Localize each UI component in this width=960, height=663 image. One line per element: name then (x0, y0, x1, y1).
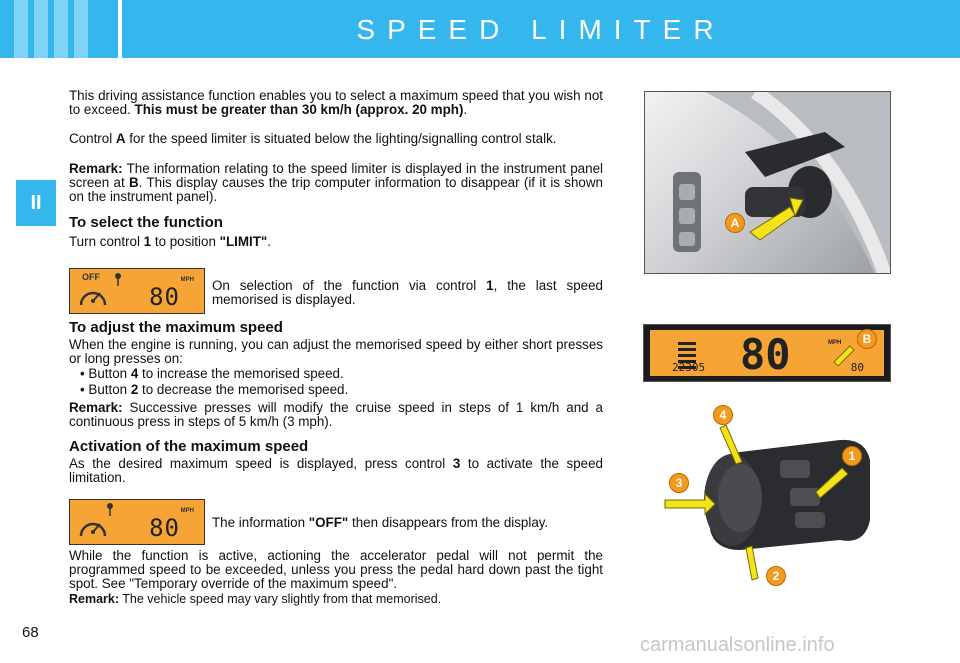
intro-paragraph-1: This driving assistance function enables you to select a maximum speed that you wish not to exceed. This must be greater than 30 km/h (approx. 20 mph). (69, 88, 603, 117)
pin-icon (114, 273, 122, 287)
speedometer-icon (78, 283, 108, 311)
label-4-badge: 4 (713, 405, 733, 425)
header-stripes (14, 0, 88, 58)
panel-mph-label: MPH (828, 340, 842, 346)
intro-remark: Remark: The information relating to the speed limiter is displayed in the instrument panel screen at B. This display causes the trip computer information to disappear (if it is shown on the instrument panel). (69, 161, 603, 204)
adjust-remark: Remark: Successive presses will modify the cruise speed in steps of 1 km/h and a continuous press in steps of 5 km/h (3 mph). (69, 400, 603, 429)
page-title: SPEED LIMITER (356, 14, 726, 45)
watermark: carmanualsonline.info (640, 634, 835, 656)
activation-text: As the desired maximum speed is displayed, press control 3 to activate the speed limitation. (69, 456, 604, 485)
label-1-badge: 1 (842, 446, 862, 466)
steering-column-photo (644, 91, 891, 274)
label-a-badge: A (725, 213, 745, 233)
activation-remark: Remark: The vehicle speed may vary slightly from that memorised. (69, 592, 442, 606)
odometer-value: 22305 (672, 361, 706, 374)
page-number: 68 (22, 624, 39, 641)
label-b-badge: B (857, 329, 877, 349)
adjust-heading: To adjust the maximum speed (69, 319, 283, 336)
lcd-display-active (69, 499, 205, 545)
lcd-off-label: OFF (82, 272, 100, 282)
select-text: Turn control 1 to position "LIMIT". (69, 234, 271, 249)
adjust-bullet-increase: • Button 4 to increase the memorised speed. (80, 366, 344, 381)
lcd-speed-value: 80 (149, 283, 180, 311)
adjust-bullet-decrease: • Button 2 to decrease the memorised speed. (80, 382, 349, 397)
intro-paragraph-2: Control A for the speed limiter is situated below the lighting/signalling control stalk. (69, 131, 557, 146)
panel-speed-value: 80 (740, 330, 791, 379)
steering-column-illustration (645, 92, 891, 274)
label-3-badge: 3 (669, 473, 689, 493)
label-2-badge: 2 (766, 566, 786, 586)
speedometer-icon (78, 514, 108, 542)
lcd-display-off (69, 268, 205, 314)
pin-icon (106, 503, 114, 517)
lcd-mph-label: MPH (180, 508, 194, 514)
activation-warning: While the function is active, actioning the accelerator pedal will not permit the programmed speed to be exceeded, unless you press the pedal hard down past the tight spot. See "Temporary override of the maximum speed". (69, 548, 603, 591)
panel-small-speed: 80 (850, 361, 864, 374)
lcd-mph-label: MPH (180, 277, 194, 283)
header-bar (0, 0, 960, 58)
select-heading: To select the function (69, 214, 223, 231)
section-tab[interactable]: II (16, 180, 56, 226)
select-caption: On selection of the function via control 1, the last speed memorised is displayed. (212, 278, 603, 307)
lcd-speed-value: 80 (149, 514, 180, 542)
activation-caption: The information "OFF" then disappears from the display. (212, 515, 549, 530)
adjust-text: When the engine is running, you can adjust the memorised speed by either short presses or long presses on: (69, 337, 603, 366)
activation-heading: Activation of the maximum speed (69, 438, 309, 455)
